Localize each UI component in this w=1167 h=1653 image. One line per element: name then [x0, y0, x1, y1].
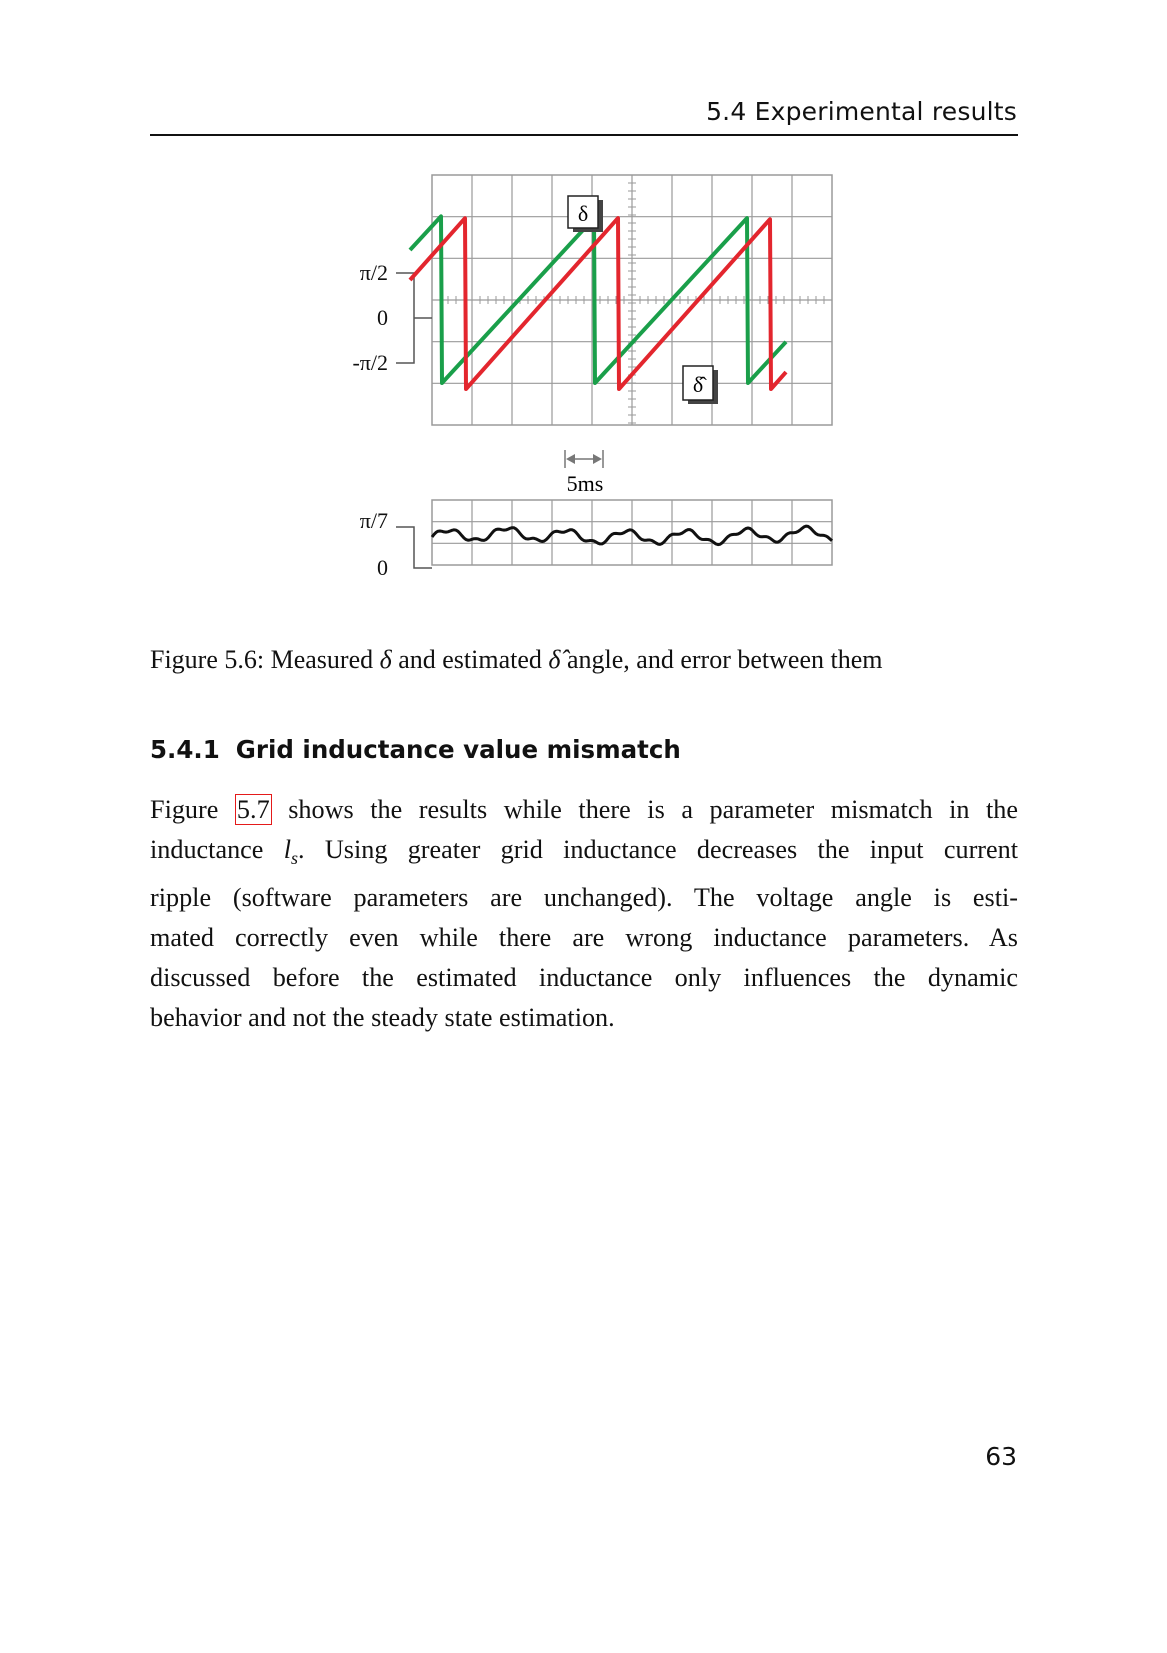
top-plot-y-axis: [352, 260, 432, 375]
label-box-measured: [568, 196, 603, 232]
body-paragraph: [150, 790, 1018, 1038]
time-scale-marker: [565, 450, 603, 496]
math-subscript-s: s: [291, 848, 299, 869]
paragraph-line: [150, 790, 1018, 830]
figure-reference-link[interactable]: 5.7: [236, 795, 270, 824]
tick-label-pi-half: π/2: [359, 260, 388, 285]
label-box-estimated: [683, 366, 718, 404]
paragraph-line: [150, 830, 1018, 878]
paragraph-line: discussed before the estimated inductance only influences the dynamic: [150, 963, 1018, 993]
header-rule: [150, 134, 1018, 136]
bottom-plot-y-axis: [360, 508, 432, 580]
y-scale-bracket: [396, 273, 432, 363]
text: . Using greater grid inductance decreases the input current: [298, 835, 1019, 864]
text: Figure: [150, 795, 235, 824]
figure-caption: [150, 645, 1018, 675]
section-heading: [150, 735, 681, 764]
caption-text: and estimated: [391, 645, 549, 674]
caption-text: Figure 5.6: Measured: [150, 645, 380, 674]
paragraph-line: mated correctly even while there are wrong inductance parameters. As: [150, 923, 1018, 953]
paragraph-line: behavior and not the steady state estimation.: [150, 1003, 615, 1033]
tick-label-pi-seventh: π/7: [359, 508, 388, 533]
oscilloscope-figure: [300, 170, 860, 610]
label-delta: δ: [577, 201, 589, 226]
tick-label-minus-pi-half: -π/2: [352, 350, 388, 375]
caption-symbol-delta: δ: [379, 645, 392, 674]
caption-symbol-delta-hat: δ̂: [548, 645, 561, 674]
header-section-title: 5.4 Experimental results: [706, 97, 1017, 126]
math-symbol-l: l: [283, 835, 291, 864]
section-number: 5.4.1: [150, 735, 220, 764]
text: inductance: [150, 835, 284, 864]
section-title: Grid inductance value mismatch: [235, 735, 681, 764]
time-marker-label: 5ms: [566, 471, 604, 496]
page-number: 63: [985, 1442, 1017, 1471]
paragraph-line: ripple (software parameters are unchanged). The voltage angle is esti-: [150, 883, 1018, 913]
error-scale-bracket: [396, 527, 432, 568]
label-delta-hat: δ̂: [692, 372, 704, 397]
tick-label-zero-bottom: 0: [377, 555, 388, 580]
tick-label-zero: 0: [377, 305, 388, 330]
text: shows the results while there is a parameter mismatch in the: [271, 795, 1018, 824]
caption-text: angle, and error between them: [560, 645, 883, 674]
estimated-angle-trace: [410, 218, 786, 389]
